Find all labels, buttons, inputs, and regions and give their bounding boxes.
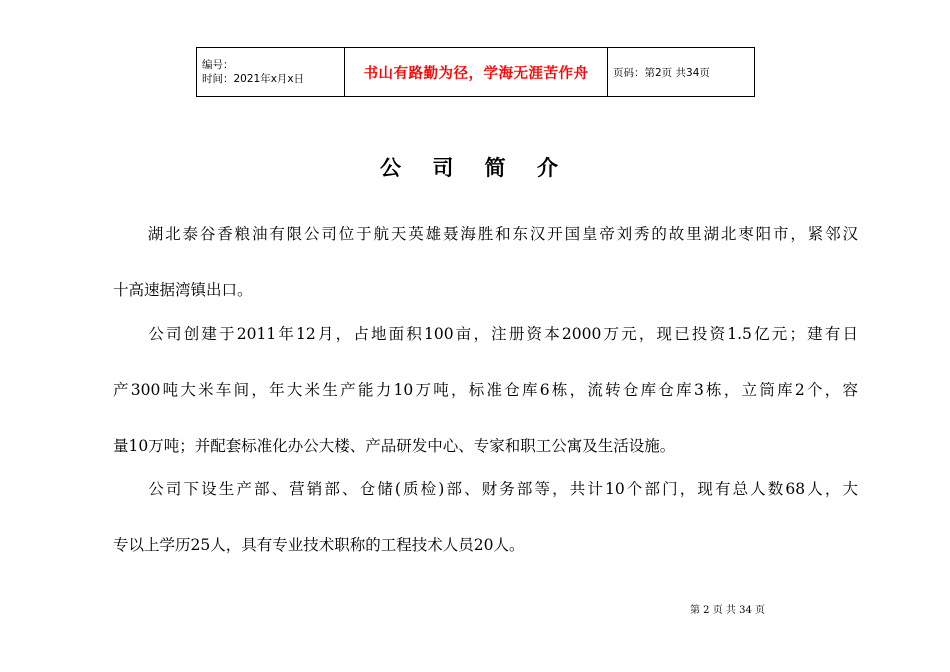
header-motto-cell: [345, 48, 608, 97]
paragraph-line: 公司下设生产部、营销部、仓储(质检)部、财务部等，共计10个部门，现有总人数68人，大: [113, 480, 858, 498]
page-footer: 第 2 页 共 34 页: [690, 605, 765, 616]
paragraph-location: [113, 206, 858, 318]
paragraph-line: 湖北泰谷香粮油有限公司位于航天英雄聂海胜和东汉开国皇帝刘秀的故里湖北枣阳市，紧邻汉: [113, 225, 858, 243]
paragraph-departments-staff: [113, 461, 858, 573]
paragraph-line: 十高速据湾镇出口。: [113, 281, 253, 299]
header-info-cell: [197, 48, 345, 97]
paragraph-company-facilities: [113, 306, 858, 474]
document-time-label: 时间：2021年x月x日: [202, 73, 305, 85]
motto-text: 书山有路勤为径，学海无涯苦作舟: [363, 65, 589, 82]
document-number-label: 编号：: [202, 59, 234, 71]
page-code-label: 页码：第2页 共34页: [613, 66, 710, 79]
page-title: 公 司 简 介: [380, 156, 570, 180]
paragraph-line: 量10万吨；并配套标准化办公大楼、产品研发中心、专家和职工公寓及生活设施。: [113, 437, 676, 455]
paragraph-line: 公司创建于2011年12月，占地面积100亩，注册资本2000万元，现已投资1.5亿元；建有日: [113, 325, 858, 343]
paragraph-line: 专以上学历25人，具有专业技术职称的工程技术人员20人。: [113, 536, 525, 554]
header-page-code-cell: [608, 48, 755, 97]
paragraph-line: 产300吨大米车间，年大米生产能力10万吨，标准仓库6栋，流转仓库仓库3栋，立筒库2个，容: [113, 381, 858, 399]
header-table: [196, 47, 755, 97]
